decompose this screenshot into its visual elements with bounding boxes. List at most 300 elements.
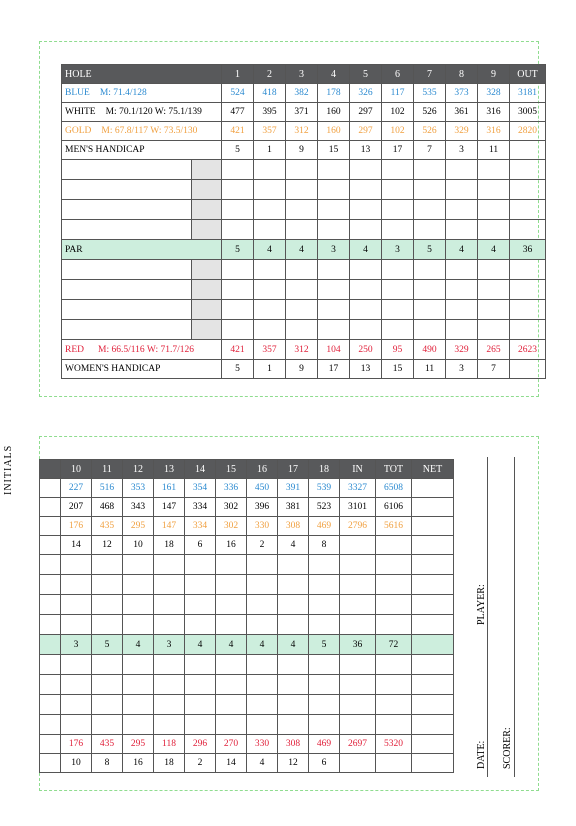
score-cell[interactable] [222,180,254,200]
red-yardage: 250 [350,340,382,360]
initials-cell[interactable] [192,280,222,300]
white-yardage: 361 [446,103,478,122]
hole-number: 1 [222,65,254,84]
score-cell[interactable] [446,280,478,300]
hole-number: 8 [446,65,478,84]
total-cell[interactable] [376,575,412,595]
womens-handicap-row [40,754,454,773]
score-cell[interactable] [216,595,247,615]
initials-cell[interactable] [192,260,222,280]
score-cell[interactable] [382,260,414,280]
score-cell[interactable] [216,655,247,675]
initials-cell[interactable] [40,615,61,635]
score-cell[interactable] [61,715,92,735]
score-cell[interactable] [414,300,446,320]
net-cell[interactable] [412,655,454,675]
total-cell[interactable] [510,260,546,280]
score-cell[interactable] [318,220,350,240]
total-cell[interactable] [340,595,376,615]
score-cell[interactable] [254,220,286,240]
score-cell[interactable] [254,280,286,300]
score-cell[interactable] [123,675,154,695]
handicap-value: 8 [92,754,123,773]
blue-yardage: 539 [309,479,340,498]
handicap-value: 14 [216,754,247,773]
total-cell[interactable] [376,655,412,675]
initials-cell[interactable] [192,320,222,340]
initials-cell[interactable] [40,675,61,695]
net-cell[interactable] [412,675,454,695]
red-label: RED [65,344,84,355]
initials-cell[interactable] [192,160,222,180]
score-cell[interactable] [414,320,446,340]
score-cell[interactable] [247,575,278,595]
score-cell[interactable] [123,595,154,615]
net-blank [412,735,454,754]
total-cell[interactable] [376,754,412,773]
score-cell[interactable] [154,695,185,715]
hole-number: 17 [278,460,309,479]
score-cell[interactable] [382,320,414,340]
score-cell[interactable] [92,575,123,595]
initials-column [40,498,61,517]
hole-number: 14 [185,460,216,479]
gold-yardage: 316 [478,122,510,141]
score-cell[interactable] [414,280,446,300]
score-cell[interactable] [154,675,185,695]
blue-yardage: 354 [185,479,216,498]
initials-cell[interactable] [192,220,222,240]
score-cell[interactable] [222,300,254,320]
score-cell[interactable] [286,280,318,300]
score-cell[interactable] [478,180,510,200]
score-cell[interactable] [286,160,318,180]
score-cell[interactable] [61,675,92,695]
score-cell[interactable] [318,320,350,340]
total-cell[interactable] [376,715,412,735]
total-cell[interactable] [340,655,376,675]
red-rating: M: 66.5/116 W: 71.7/126 [98,344,194,355]
handicap-value: 4 [278,536,309,555]
score-cell[interactable] [510,360,546,379]
total-cell[interactable] [510,200,546,220]
total-cell[interactable] [510,320,546,340]
score-cell[interactable] [154,615,185,635]
total-cell[interactable] [510,160,546,180]
score-cell[interactable] [382,220,414,240]
score-cell[interactable] [222,260,254,280]
score-cell[interactable] [254,200,286,220]
net-cell[interactable] [412,615,454,635]
score-cell[interactable] [286,180,318,200]
score-cell[interactable] [318,200,350,220]
score-cell[interactable] [318,180,350,200]
initials-column [40,517,61,536]
score-cell[interactable] [61,695,92,715]
front-scorecard [39,41,539,397]
handicap-value: 13 [350,141,382,160]
front-nine-table [61,64,546,379]
player-score-row [62,320,546,340]
score-cell[interactable] [216,615,247,635]
womens-handicap-label: WOMEN'S HANDICAP [62,360,222,379]
score-cell[interactable] [382,180,414,200]
score-cell[interactable] [247,655,278,675]
score-cell[interactable] [185,615,216,635]
score-cell[interactable] [382,160,414,180]
score-cell[interactable] [478,300,510,320]
score-cell[interactable] [185,555,216,575]
handicap-value: 5 [222,360,254,379]
blue-tee-row [62,84,546,103]
score-cell[interactable] [154,595,185,615]
scorer-line[interactable] [514,457,515,777]
red-yardage: 330 [247,735,278,754]
score-cell[interactable] [278,595,309,615]
red-tee-row [40,735,454,754]
score-cell[interactable] [123,615,154,635]
score-cell[interactable] [216,675,247,695]
initials-cell[interactable] [40,555,61,575]
white-rating: M: 70.1/120 W: 75.1/139 [105,107,202,117]
white-yardage: 477 [222,103,254,122]
score-cell[interactable] [318,280,350,300]
score-cell[interactable] [478,220,510,240]
total-cell[interactable] [376,615,412,635]
score-cell[interactable] [414,200,446,220]
score-cell[interactable] [123,715,154,735]
score-cell[interactable] [446,300,478,320]
par-value: 4 [247,635,278,655]
player-score-row [62,220,546,240]
score-cell[interactable] [154,575,185,595]
score-cell[interactable] [222,320,254,340]
white-yardage: 371 [286,103,318,122]
initials-cell[interactable] [40,655,61,675]
score-cell[interactable] [446,320,478,340]
player-name-cell[interactable] [62,280,192,300]
score-cell[interactable] [318,260,350,280]
blue-yardage: 516 [92,479,123,498]
player-line[interactable] [487,457,488,777]
par-value: 3 [318,240,350,260]
white-tot-total: 6106 [376,498,412,517]
score-cell[interactable] [123,555,154,575]
score-cell[interactable] [350,200,382,220]
score-cell[interactable] [247,555,278,575]
hole-number: 13 [154,460,185,479]
score-cell[interactable] [123,575,154,595]
initials-label: INITIALS [3,444,14,495]
score-cell[interactable] [222,220,254,240]
out-label: OUT [510,65,546,84]
score-cell[interactable] [286,200,318,220]
gold-yardage: 334 [185,517,216,536]
score-cell[interactable] [478,200,510,220]
net-blank [412,498,454,517]
score-cell[interactable] [216,555,247,575]
total-cell[interactable] [376,555,412,575]
score-cell[interactable] [92,695,123,715]
gold-yardage: 312 [286,122,318,141]
gold-yardage: 302 [216,517,247,536]
score-cell[interactable] [309,675,340,695]
player-score-row [62,180,546,200]
score-cell[interactable] [350,180,382,200]
score-cell[interactable] [478,160,510,180]
score-cell[interactable] [185,595,216,615]
score-cell[interactable] [216,575,247,595]
hole-number: 11 [92,460,123,479]
white-yardage: 316 [478,103,510,122]
total-cell[interactable] [510,180,546,200]
hole-number: 9 [478,65,510,84]
score-cell[interactable] [309,595,340,615]
blue-yardage: 328 [478,84,510,103]
score-cell[interactable] [286,320,318,340]
score-cell[interactable] [92,555,123,575]
score-cell[interactable] [92,595,123,615]
player-name-cell[interactable] [62,200,192,220]
net-cell[interactable] [412,536,454,555]
score-cell[interactable] [309,695,340,715]
score-cell[interactable] [222,160,254,180]
handicap-value: 1 [254,360,286,379]
total-cell[interactable] [340,715,376,735]
hole-number: 15 [216,460,247,479]
player-name-cell[interactable] [62,300,192,320]
score-cell[interactable] [61,555,92,575]
score-cell[interactable] [278,555,309,575]
red-yardage: 308 [278,735,309,754]
score-cell[interactable] [247,675,278,695]
gold-yardage: 147 [154,517,185,536]
score-cell[interactable] [446,180,478,200]
net-cell[interactable] [412,595,454,615]
score-cell[interactable] [382,200,414,220]
blue-yardage: 117 [382,84,414,103]
handicap-value: 10 [61,754,92,773]
net-label: NET [412,460,454,479]
score-cell[interactable] [254,260,286,280]
score-cell[interactable] [309,715,340,735]
score-cell[interactable] [309,615,340,635]
score-cell[interactable] [278,575,309,595]
net-cell[interactable] [412,754,454,773]
score-cell[interactable] [446,200,478,220]
score-cell[interactable] [61,595,92,615]
score-cell[interactable] [382,300,414,320]
player-name-cell[interactable] [62,180,192,200]
score-cell[interactable] [478,260,510,280]
score-cell[interactable] [446,160,478,180]
total-cell[interactable] [376,695,412,715]
par-value: 4 [286,240,318,260]
score-cell[interactable] [318,160,350,180]
score-cell[interactable] [278,675,309,695]
blue-yardage: 382 [286,84,318,103]
score-cell[interactable] [247,715,278,735]
gold-tot-total: 5616 [376,517,412,536]
total-cell[interactable] [340,615,376,635]
red-yardage: 270 [216,735,247,754]
white-yardage: 147 [154,498,185,517]
score-cell[interactable] [414,160,446,180]
player-score-row [62,280,546,300]
par-value: 4 [185,635,216,655]
gold-yardage: 435 [92,517,123,536]
score-cell[interactable] [309,555,340,575]
score-cell[interactable] [254,180,286,200]
total-cell[interactable] [510,300,546,320]
score-cell[interactable] [350,220,382,240]
score-cell[interactable] [185,575,216,595]
player-name-cell[interactable] [62,220,192,240]
score-cell[interactable] [185,655,216,675]
score-cell[interactable] [510,141,546,160]
player-name-cell[interactable] [62,260,192,280]
total-cell[interactable] [340,575,376,595]
hole-row [40,460,454,479]
initials-cell[interactable] [40,695,61,715]
total-cell[interactable] [510,280,546,300]
white-in-total: 3101 [340,498,376,517]
score-cell[interactable] [350,320,382,340]
total-cell[interactable] [510,220,546,240]
score-cell[interactable] [278,655,309,675]
score-cell[interactable] [414,220,446,240]
handicap-value: 1 [254,141,286,160]
score-cell[interactable] [123,655,154,675]
net-cell[interactable] [412,555,454,575]
score-cell[interactable] [286,220,318,240]
score-cell[interactable] [278,615,309,635]
score-cell[interactable] [185,675,216,695]
score-cell[interactable] [254,160,286,180]
gold-yardage: 421 [222,122,254,141]
total-cell[interactable] [340,695,376,715]
score-cell[interactable] [286,260,318,280]
score-cell[interactable] [92,615,123,635]
score-cell[interactable] [350,280,382,300]
initials-cell[interactable] [40,595,61,615]
score-cell[interactable] [247,595,278,615]
par-value: 5 [222,240,254,260]
score-cell[interactable] [278,695,309,715]
hole-number: 10 [61,460,92,479]
initials-cell[interactable] [192,300,222,320]
score-cell[interactable] [446,220,478,240]
initials-cell[interactable] [40,575,61,595]
initials-cell[interactable] [40,715,61,735]
red-tee-label [62,340,222,360]
score-cell[interactable] [318,300,350,320]
net-cell[interactable] [412,695,454,715]
player-name-cell[interactable] [62,320,192,340]
score-cell[interactable] [414,260,446,280]
score-cell[interactable] [478,320,510,340]
score-cell[interactable] [92,655,123,675]
score-cell[interactable] [278,715,309,735]
par-value: 4 [478,240,510,260]
score-cell[interactable] [123,695,154,715]
par-value: 3 [154,635,185,655]
score-cell[interactable] [216,715,247,735]
blue-yardage: 535 [414,84,446,103]
total-cell[interactable] [376,595,412,615]
score-cell[interactable] [382,280,414,300]
score-cell[interactable] [247,615,278,635]
total-cell[interactable] [340,536,376,555]
mens-handicap-row [40,536,454,555]
score-cell[interactable] [154,655,185,675]
score-cell[interactable] [350,300,382,320]
score-cell[interactable] [154,555,185,575]
score-cell[interactable] [154,715,185,735]
handicap-value: 7 [478,360,510,379]
score-cell[interactable] [216,695,247,715]
par-value: 5 [309,635,340,655]
score-cell[interactable] [309,655,340,675]
total-cell[interactable] [340,555,376,575]
score-cell[interactable] [61,575,92,595]
score-cell[interactable] [414,180,446,200]
handicap-value: 10 [123,536,154,555]
initials-cell[interactable] [192,200,222,220]
score-cell[interactable] [247,695,278,715]
white-yardage: 297 [350,103,382,122]
score-cell[interactable] [92,675,123,695]
score-cell[interactable] [61,615,92,635]
net-blank [412,517,454,536]
gold-yardage: 469 [309,517,340,536]
par-value: 4 [254,240,286,260]
score-cell[interactable] [61,655,92,675]
handicap-value: 2 [185,754,216,773]
score-cell[interactable] [350,160,382,180]
score-cell[interactable] [254,300,286,320]
score-cell[interactable] [478,280,510,300]
net-cell[interactable] [412,715,454,735]
white-yardage: 468 [92,498,123,517]
red-yardage: 435 [92,735,123,754]
total-cell[interactable] [340,675,376,695]
gold-yardage: 330 [247,517,278,536]
blue-yardage: 373 [446,84,478,103]
net-cell[interactable] [412,575,454,595]
player-name-cell[interactable] [62,160,192,180]
par-row [40,635,454,655]
initials-cell[interactable] [192,180,222,200]
score-cell[interactable] [222,200,254,220]
score-cell[interactable] [254,320,286,340]
score-cell[interactable] [446,260,478,280]
score-cell[interactable] [286,300,318,320]
par-value: 4 [446,240,478,260]
total-cell[interactable] [340,754,376,773]
total-cell[interactable] [376,536,412,555]
gold-yardage: 160 [318,122,350,141]
total-cell[interactable] [376,675,412,695]
score-cell[interactable] [350,260,382,280]
back-nine-table [39,459,454,773]
hole-number: 18 [309,460,340,479]
score-cell[interactable] [185,715,216,735]
score-cell[interactable] [222,280,254,300]
score-cell[interactable] [309,575,340,595]
score-cell[interactable] [185,695,216,715]
score-cell[interactable] [92,715,123,735]
